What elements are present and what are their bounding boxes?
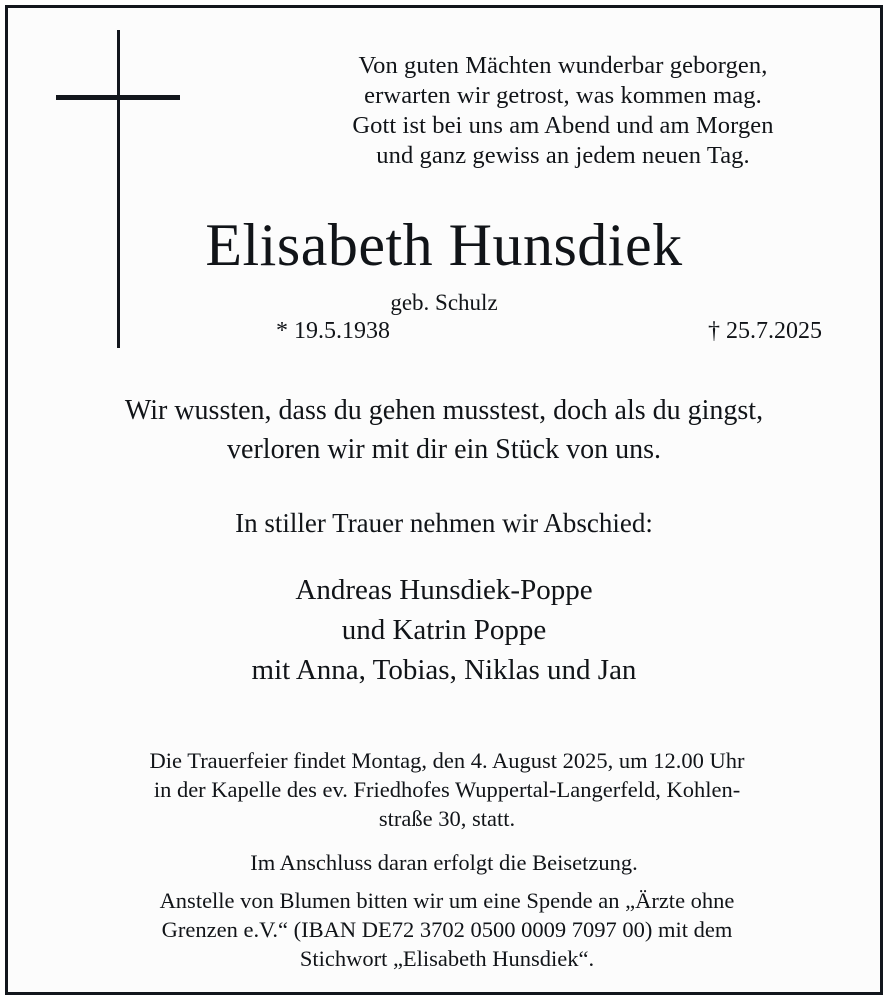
donation-request: [70, 886, 824, 973]
death-date: † 25.7.2025: [708, 318, 822, 344]
life-dates: [8, 316, 880, 346]
opening-verse-line: erwarten wir getrost, was kommen mag.: [364, 82, 762, 109]
opening-verse-line: Von guten Mächten wunderbar geborgen,: [358, 52, 768, 79]
service-details-line: in der Kapelle des ev. Friedhofes Wuppertal-Langerfeld, Kohlen-: [153, 777, 741, 802]
family-member-line: Andreas Hunsdiek-Poppe: [295, 574, 593, 606]
opening-verse: [263, 51, 863, 171]
birth-date: * 19.5.1938: [276, 318, 390, 344]
mourning-verse: [8, 391, 880, 469]
mourning-verse-line: verloren wir mit dir ein Stück von uns.: [227, 434, 661, 465]
service-details: [70, 746, 824, 833]
service-details-line: straße 30, statt.: [378, 806, 516, 831]
burial-note: Im Anschluss daran erfolgt die Beisetzung.: [250, 850, 638, 875]
obituary-notice: [5, 5, 883, 995]
farewell-lead-in: In stiller Trauer nehmen wir Abschied:: [235, 508, 653, 538]
opening-verse-line: Gott ist bei uns am Abend und am Morgen: [352, 112, 774, 139]
mourning-verse-line: Wir wussten, dass du gehen musstest, doch als du gingst,: [124, 395, 764, 426]
deceased-maiden-name: geb. Schulz: [390, 290, 498, 315]
donation-request-line: Anstelle von Blumen bitten wir um eine Spende an „Ärzte ohne: [159, 888, 735, 913]
family-member-line: und Katrin Poppe: [341, 614, 547, 646]
donation-request-line: Stichwort „Elisabeth Hunsdiek“.: [299, 946, 595, 971]
family-member-line: mit Anna, Tobias, Niklas und Jan: [251, 654, 637, 686]
service-details-line: Die Trauerfeier findet Montag, den 4. August 2025, um 12.00 Uhr: [149, 748, 745, 773]
donation-request-line: Grenzen e.V.“ (IBAN DE72 3702 0500 0009 7097 00) mit dem: [161, 917, 733, 942]
deceased-name: Elisabeth Hunsdiek: [205, 212, 683, 278]
family-list: [8, 570, 880, 690]
opening-verse-line: und ganz gewiss an jedem neuen Tag.: [376, 142, 750, 169]
cross-horizontal-bar: [56, 95, 180, 100]
